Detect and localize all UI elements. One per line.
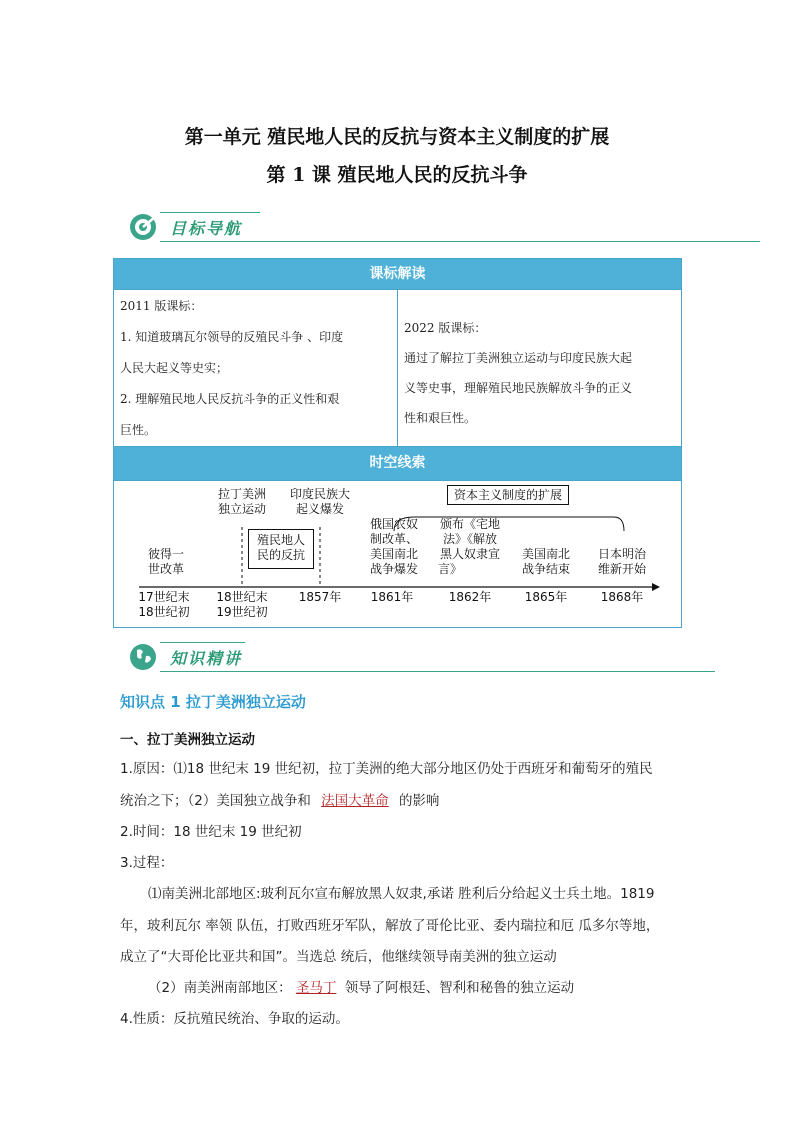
brace-label: 资本主义制度的扩展 — [447, 485, 569, 505]
tick-label: 1857年 — [298, 590, 342, 604]
section-header-goals — [120, 208, 760, 244]
event-text: 美国南北 — [369, 547, 418, 561]
event-text: 世改革 — [147, 562, 184, 576]
tick-label — [132, 590, 196, 620]
curriculum-2022-cell — [398, 290, 681, 446]
event-text: 维新开始 — [597, 562, 646, 576]
time-line: 2.时间：18 世纪末 19 世纪初 — [120, 824, 302, 840]
event-1861 — [362, 517, 426, 577]
cell-line: 巨性。 — [120, 423, 157, 437]
cell-line: 2022 版课标： — [404, 321, 487, 335]
section-header-knowledge — [120, 638, 720, 674]
timeline — [114, 481, 681, 627]
south-line — [148, 978, 574, 998]
cell-line: 1. 知道玻璃瓦尔领导的反殖民斗争 、印度 — [120, 330, 344, 344]
box-label: 民的反抗 — [256, 548, 305, 562]
tick-label: 1868年 — [600, 590, 644, 604]
cell-line: 2011 版课标： — [120, 299, 203, 313]
box-label: 殖民地人 — [256, 533, 305, 547]
curriculum-table — [113, 258, 682, 628]
answer-blank: 法国大革命 — [321, 793, 389, 809]
tick-text: 17世纪末 — [138, 590, 190, 604]
south-text: 领导了阿根廷、智利和秘鲁的独立运动 — [344, 980, 575, 996]
tick-text: 19世纪初 — [216, 605, 268, 619]
divider — [160, 671, 715, 672]
north-line-2: 年，玻利瓦尔 率领 队伍，打败西班牙军队，解放了哥伦比亚、委内瑞拉和厄 瓜多尔等地， — [120, 918, 660, 934]
event-text: 战争结束 — [521, 562, 570, 576]
tick-label: 1865年 — [524, 590, 568, 604]
north-line-3: 成立了“大哥伦比亚共和国”。当选总 统后，他继续领导南美洲的独立运动 — [120, 949, 557, 965]
event-text: 法》《解放 — [442, 532, 497, 546]
event-text: 拉丁美洲 — [217, 487, 266, 501]
sub-title: 一、拉丁美洲独立运动 — [120, 732, 255, 748]
event-latam — [209, 487, 275, 517]
cell-line: 通过了解拉丁美洲独立运动与印度民族大起 — [404, 351, 633, 365]
cause-text: 的影响 — [398, 793, 440, 809]
divider — [160, 241, 760, 242]
table-header-curriculum: 课标解读 — [114, 259, 681, 290]
tick-text: 18世纪初 — [138, 605, 190, 619]
event-text: 言》 — [438, 562, 463, 576]
event-text: 俄国农奴 — [369, 517, 418, 531]
event-text: 起义爆发 — [295, 502, 344, 516]
target-icon — [128, 212, 158, 242]
cause-text: 统治之下；（2）美国独立战争和 — [120, 793, 311, 809]
tick-label: 1862年 — [448, 590, 492, 604]
tick-label — [210, 590, 274, 620]
event-1868 — [590, 547, 654, 577]
section-label-goals: 目标导航 — [170, 219, 243, 238]
event-text: 日本明治 — [597, 547, 646, 561]
lesson-title: 第 1 课 殖民地人民的反抗斗争 — [266, 164, 528, 186]
curriculum-row — [114, 290, 681, 447]
event-text: 制改革、 — [369, 532, 418, 546]
cause-line-2 — [120, 791, 439, 811]
event-peter — [134, 547, 198, 577]
unit-title: 第一单元 殖民地人民的反抗与资本主义制度的扩展 — [184, 126, 610, 148]
section-label-knowledge: 知识精讲 — [170, 649, 243, 668]
event-india — [280, 487, 360, 517]
cell-line: 人民大起义等史实； — [120, 361, 229, 375]
answer-blank: 圣马丁 — [295, 980, 337, 996]
cell-line: 义等史事，理解殖民地民族解放斗争的正义 — [404, 381, 633, 395]
event-text: 独立运动 — [217, 502, 266, 516]
event-text: 美国南北 — [521, 547, 570, 561]
cause-line-1: 1.原因：⑴18 世纪末 19 世纪初，拉丁美洲的绝大部分地区仍处于西班牙和葡萄牙的殖民 — [120, 761, 653, 777]
cell-line: 性和艰巨性。 — [404, 411, 477, 425]
event-1865 — [514, 547, 578, 577]
south-text: （2）南美洲南部地区： — [148, 980, 292, 996]
resistance-box — [248, 529, 314, 569]
process-line: 3.过程： — [120, 855, 174, 871]
table-header-timeline: 时空线索 — [114, 447, 681, 481]
globe-icon — [128, 642, 158, 672]
event-text: 印度民族大 — [289, 487, 350, 501]
event-1862 — [434, 517, 506, 577]
north-line-1: ⑴南美洲北部地区:玻利瓦尔宣布解放黑人奴隶,承诺 胜利后分给起义士兵土地。1819 — [148, 886, 655, 902]
curriculum-2011-cell — [114, 290, 398, 446]
divider — [160, 642, 245, 643]
event-text: 黑人奴隶宣 — [439, 547, 500, 561]
event-text: 彼得一 — [147, 547, 184, 561]
event-text: 颁布《宅地 — [439, 517, 500, 531]
event-text: 战争爆发 — [369, 562, 418, 576]
tick-text: 18世纪末 — [216, 590, 268, 604]
divider — [160, 212, 260, 213]
cell-line: 2. 理解殖民地人民反抗斗争的正义性和艰 — [120, 392, 340, 406]
nature-line: 4.性质：反抗殖民统治、争取的运动。 — [120, 1011, 349, 1027]
knowledge-point-title: 知识点 1 拉丁美洲独立运动 — [120, 693, 306, 711]
tick-label: 1861年 — [370, 590, 414, 604]
